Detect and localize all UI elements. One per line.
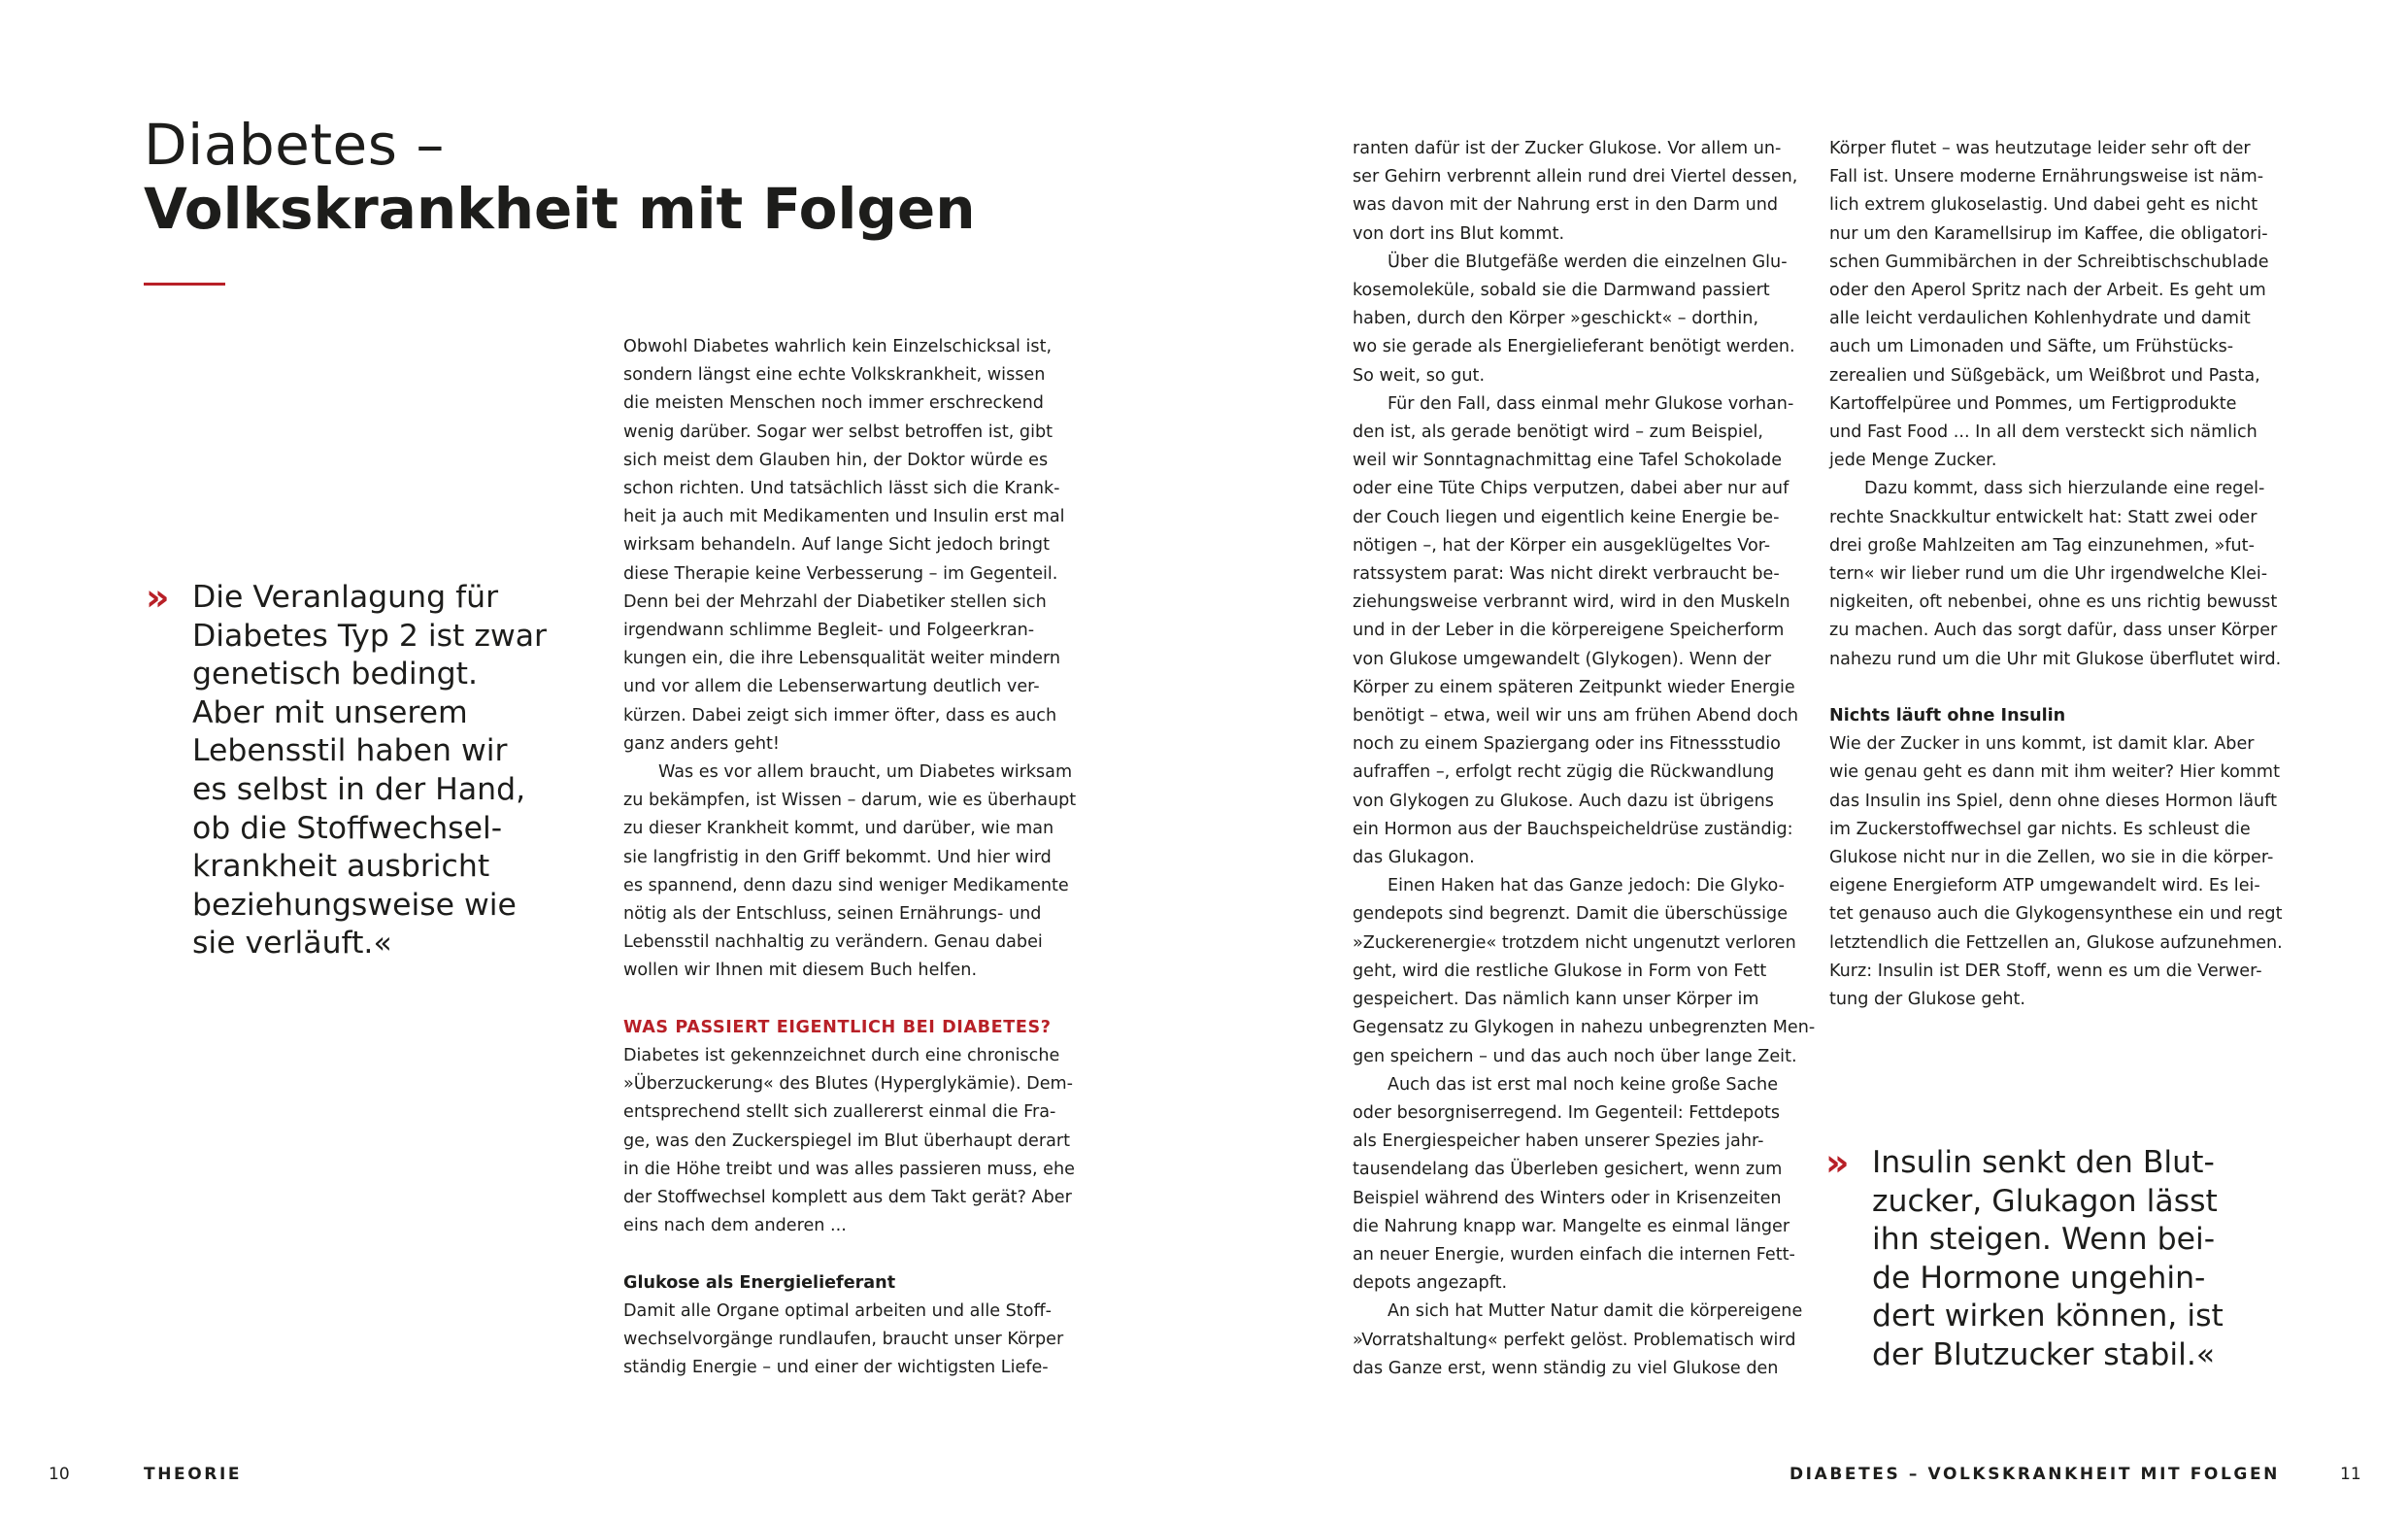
text-line: Kurz: Insulin ist DER Stoff, wenn es um die Verwer- <box>1829 961 2262 981</box>
text-line: heit ja auch mit Medikamenten und Insulin erst mal <box>623 507 1065 527</box>
spacer <box>623 986 1076 1014</box>
text-line: ein Hormon aus der Bauchspeicheldrüse zuständig: <box>1353 819 1793 839</box>
text-line: Kartoffelpüree und Pommes, um Fertigprodukte <box>1829 393 2237 414</box>
text-line: irgendwann schlimme Begleit- und Folgeerkran- <box>623 621 1035 641</box>
text-line: Denn bei der Mehrzahl der Diabetiker stellen sich <box>623 591 1047 612</box>
text-line: geht, wird die restliche Glukose in Form von Fett <box>1353 961 1767 981</box>
text-line: zu dieser Krankheit kommt, und darüber, wie man <box>623 819 1054 839</box>
text-line: und Fast Food ... In all dem versteckt sich nämlich <box>1829 422 2258 443</box>
text-line: Körper zu einem späteren Zeitpunkt wieder Energie <box>1353 677 1795 697</box>
text-line: Beispiel während des Winters oder in Krisenzeiten <box>1353 1188 1782 1208</box>
body-column-3 <box>1829 135 2283 1014</box>
text-line: Dazu kommt, dass sich hierzulande eine regel- <box>1864 479 2265 499</box>
chapter-title-line2: Volkskrankheit mit Folgen <box>144 176 976 242</box>
text-line: der Couch liegen und eigentlich keine Energie be- <box>1353 507 1780 527</box>
text-line: Obwohl Diabetes wahrlich kein Einzelschicksal ist, <box>623 337 1053 356</box>
quote-line: Aber mit unserem <box>192 694 468 730</box>
text-line: aufraffen –, erfolgt recht zügig die Rückwandlung <box>1353 762 1775 783</box>
text-line: entsprechend stellt sich zuallererst einmal die Fra- <box>623 1102 1056 1123</box>
body-column-1 <box>623 333 1076 1382</box>
text-line: schen Gummibärchen in der Schreibtischschublade <box>1829 252 2269 272</box>
text-line: wo sie gerade als Energielieferant benötigt werden. <box>1353 337 1795 357</box>
text-line: und vor allem die Lebenserwartung deutlich ver- <box>623 677 1040 697</box>
text-line: es spannend, denn dazu sind weniger Medikamente <box>623 875 1069 895</box>
quote-line: Die Veranlagung für <box>192 580 499 615</box>
text-line: diese Therapie keine Verbesserung – im Gegenteil. <box>623 563 1058 584</box>
text-line: Körper flutet – was heutzutage leider sehr oft der <box>1829 139 2251 158</box>
text-line: ranten dafür ist der Zucker Glukose. Vor allem un- <box>1353 139 1782 158</box>
page-number-left: 10 <box>49 1465 70 1484</box>
text-line: das Insulin ins Spiel, denn ohne dieses Hormon läuft <box>1829 791 2277 811</box>
text-line: weil wir Sonntagnachmittag eine Tafel Schokolade <box>1353 451 1783 471</box>
text-line: sondern längst eine echte Volkskrankheit, wissen <box>623 365 1046 386</box>
text-line: nahezu rund um die Uhr mit Glukose überflutet wird. <box>1829 649 2282 669</box>
text-line: oder eine Tüte Chips verputzen, dabei aber nur auf <box>1353 479 1789 499</box>
text-line: rechte Snackkultur entwickelt hat: Statt zwei oder <box>1829 507 2258 527</box>
quote-line: ihn steigen. Wenn bei- <box>1872 1222 2216 1258</box>
text-line: Lebensstil nachhaltig zu verändern. Genau dabei <box>623 932 1043 953</box>
quote-line: genetisch bedingt. <box>192 657 478 692</box>
quote-line: Diabetes Typ 2 ist zwar <box>192 618 547 654</box>
text-line: wie genau geht es dann mit ihm weiter? Hier kommt <box>1829 762 2280 783</box>
text-line: von Glukose umgewandelt (Glykogen). Wenn der <box>1353 649 1772 669</box>
text-line: drei große Mahlzeiten am Tag einzunehmen, »fut- <box>1829 535 2255 556</box>
text-line: kosemoleküle, sobald sie die Darmwand passiert <box>1353 281 1770 301</box>
text-line: zu bekämpfen, ist Wissen – darum, wie es überhaupt <box>623 791 1077 811</box>
text-line: eigene Energieform ATP umgewandelt wird. Es lei- <box>1829 876 2260 896</box>
text-line: Wie der Zucker in uns kommt, ist damit klar. Aber <box>1829 734 2255 755</box>
text-line: An sich hat Mutter Natur damit die körpereigene <box>1388 1301 1803 1322</box>
quote-line: es selbst in der Hand, <box>192 771 526 807</box>
body-column-2 <box>1353 135 1815 1383</box>
text-line: oder besorgniserregend. Im Gegenteil: Fettdepots <box>1353 1102 1781 1123</box>
pull-quote-right <box>1825 1141 2224 1375</box>
text-line: wechselvorgänge rundlaufen, braucht unser Körper <box>623 1330 1064 1350</box>
text-line: tung der Glukose geht. <box>1829 990 2025 1010</box>
text-line: gen speichern – und das auch noch über lange Zeit. <box>1353 1046 1797 1066</box>
text-line: alle leicht verdaulichen Kohlenhydrate und damit <box>1829 309 2251 329</box>
quote-line: Insulin senkt den Blut- <box>1872 1145 2215 1180</box>
text-line: tet genauso auch die Glykogensynthese ein und regt <box>1829 904 2283 925</box>
pull-quote-right-text <box>1872 1144 2224 1375</box>
text-line: wollen wir Ihnen mit diesem Buch helfen. <box>623 961 978 981</box>
text-line: nötigen –, hat der Körper ein ausgeklügeltes Vor- <box>1353 535 1771 556</box>
text-line: die meisten Menschen noch immer erschreckend <box>623 393 1044 414</box>
text-line: in die Höhe treibt und was alles passieren muss, ehe <box>623 1159 1075 1179</box>
text-line: letztendlich die Fettzellen an, Glukose aufzunehmen. <box>1829 932 2283 953</box>
running-head-right: DIABETES – VOLKSKRANKHEIT MIT FOLGEN <box>1789 1465 2280 1484</box>
text-line: nur um den Karamellsirup im Kaffee, die obligatori- <box>1829 223 2268 244</box>
text-line: Was es vor allem braucht, um Diabetes wirksam <box>658 762 1073 783</box>
text-line: wirksam behandeln. Auf lange Sicht jedoch bringt <box>623 535 1050 556</box>
text-line: an neuer Energie, wurden einfach die internen Fett- <box>1353 1244 1795 1265</box>
quote-line: der Blutzucker stabil.« <box>1872 1336 2216 1372</box>
section-label-left: THEORIE <box>144 1465 243 1484</box>
text-line: auch um Limonaden und Säfte, um Frühstücks- <box>1829 337 2234 357</box>
text-line: nigkeiten, oft nebenbei, ohne es uns richtig bewusst <box>1829 592 2278 613</box>
text-line: gendepots sind begrenzt. Damit die überschüssige <box>1353 904 1789 925</box>
subheading: Glukose als Energielieferant <box>623 1272 896 1293</box>
text-line: ziehungsweise verbrannt wird, wird in den Muskeln <box>1353 592 1790 613</box>
text-line: ge, was den Zuckerspiegel im Blut überhaupt derart <box>623 1131 1071 1151</box>
subheading: WAS PASSIERT EIGENTLICH BEI DIABETES? <box>623 1017 1052 1037</box>
text-line: Fall ist. Unsere moderne Ernährungsweise ist näm- <box>1829 167 2264 187</box>
text-line: Damit alle Organe optimal arbeiten und alle Stoff- <box>623 1300 1052 1321</box>
text-line: das Glukagon. <box>1353 848 1475 868</box>
double-chevron-icon: » <box>1825 1141 1840 1184</box>
text-line: eins nach dem anderen ... <box>623 1216 847 1236</box>
quote-line: sie verläuft.« <box>192 926 392 962</box>
text-line: depots angezapft. <box>1353 1273 1508 1294</box>
text-line: oder den Aperol Spritz nach der Arbeit. Es geht um <box>1829 281 2266 301</box>
quote-line: zucker, Glukagon lässt <box>1872 1183 2218 1219</box>
text-line: im Zuckerstoffwechsel gar nichts. Es schleust die <box>1829 819 2251 839</box>
quote-line: de Hormone ungehin- <box>1872 1260 2206 1296</box>
quote-line: beziehungsweise wie <box>192 887 517 923</box>
text-line: sie langfristig in den Griff bekommt. Und hier wird <box>623 847 1052 867</box>
text-line: ser Gehirn verbrennt allein rund drei Viertel dessen, <box>1353 167 1798 187</box>
text-line: zerealien und Süßgebäck, um Weißbrot und Pasta, <box>1829 365 2260 386</box>
spacer <box>1829 674 2283 702</box>
pull-quote-left <box>146 576 547 963</box>
text-line: was davon mit der Nahrung erst in den Darm und <box>1353 195 1779 216</box>
quote-line: dert wirken können, ist <box>1872 1299 2224 1334</box>
text-line: das Ganze erst, wenn ständig zu viel Glukose den <box>1353 1358 1779 1378</box>
text-line: Auch das ist erst mal noch keine große Sache <box>1388 1074 1779 1095</box>
text-line: noch zu einem Spaziergang oder ins Fitnessstudio <box>1353 734 1781 755</box>
text-line: tausendelang das Überleben gesichert, wenn zum <box>1353 1160 1783 1180</box>
text-line: ratssystem parat: Was nicht direkt verbraucht be- <box>1353 564 1780 585</box>
text-line: nötig als der Entschluss, seinen Ernährungs- und <box>623 904 1042 925</box>
text-line: der Stoffwechsel komplett aus dem Takt gerät? Aber <box>623 1188 1072 1208</box>
text-line: Gegensatz zu Glykogen in nahezu unbegrenzten Men- <box>1353 1018 1816 1038</box>
quote-line: Lebensstil haben wir <box>192 733 508 769</box>
text-line: von dort ins Blut kommt. <box>1353 223 1565 244</box>
text-line: So weit, so gut. <box>1353 365 1486 386</box>
text-line: den ist, als gerade benötigt wird – zum Beispiel, <box>1353 422 1764 443</box>
text-line: ganz anders geht! <box>623 733 780 754</box>
text-line: kungen ein, die ihre Lebensqualität weiter mindern <box>623 649 1061 669</box>
subheading: Nichts läuft ohne Insulin <box>1829 706 2066 726</box>
text-line: »Vorratshaltung« perfekt gelöst. Problematisch wird <box>1353 1330 1796 1350</box>
text-line: »Zuckerenergie« trotzdem nicht ungenutzt verloren <box>1353 932 1796 953</box>
text-line: schon richten. Und tatsächlich lässt sich die Krank- <box>623 479 1060 499</box>
text-line: die Nahrung knapp war. Mangelte es einmal länger <box>1353 1216 1790 1236</box>
text-line: haben, durch den Körper »geschickt« – dorthin, <box>1353 309 1759 329</box>
text-line: tern« wir lieber rund um die Uhr irgendwelche Klei- <box>1829 564 2268 585</box>
text-line: gespeichert. Das nämlich kann unser Körper im <box>1353 990 1759 1010</box>
quote-line: krankheit ausbricht <box>192 849 490 885</box>
double-chevron-icon: » <box>146 576 160 619</box>
text-line: wenig darüber. Sogar wer selbst betroffen ist, gibt <box>623 422 1054 442</box>
text-line: ständig Energie – und einer der wichtigsten Liefe- <box>623 1358 1049 1378</box>
text-line: »Überzuckerung« des Blutes (Hyperglykämie). Dem- <box>623 1074 1074 1095</box>
text-line: lich extrem glukoselastig. Und dabei geht es nicht <box>1829 195 2258 216</box>
text-line: sich meist dem Glauben hin, der Doktor würde es <box>623 450 1049 470</box>
text-line: Über die Blutgefäße werden die einzelnen Glu- <box>1388 252 1788 272</box>
text-line: jede Menge Zucker. <box>1829 451 1997 471</box>
text-line: und in der Leber in die körpereigene Speicherform <box>1353 621 1785 641</box>
text-line: Einen Haken hat das Ganze jedoch: Die Glyko- <box>1388 876 1785 896</box>
text-line: benötigt – etwa, weil wir uns am frühen Abend doch <box>1353 706 1799 726</box>
quote-line: ob die Stoffwechsel- <box>192 810 503 846</box>
text-line: Für den Fall, dass einmal mehr Glukose vorhan- <box>1388 393 1794 414</box>
page-number-right: 11 <box>2340 1465 2361 1484</box>
text-line: von Glykogen zu Glukose. Auch dazu ist übrigens <box>1353 791 1774 811</box>
text-line: Diabetes ist gekennzeichnet durch eine chronische <box>623 1046 1060 1066</box>
text-line: zu machen. Auch das sorgt dafür, dass unser Körper <box>1829 621 2278 641</box>
text-line: Glukose nicht nur in die Zellen, wo sie in die körper- <box>1829 848 2274 868</box>
title-rule <box>144 283 225 286</box>
chapter-title-line1: Diabetes – <box>144 112 445 178</box>
text-line: als Energiespeicher haben unserer Spezies jahr- <box>1353 1131 1764 1152</box>
pull-quote-left-text <box>192 579 547 963</box>
spacer <box>623 1240 1076 1268</box>
text-line: kürzen. Dabei zeigt sich immer öfter, dass es auch <box>623 705 1057 726</box>
